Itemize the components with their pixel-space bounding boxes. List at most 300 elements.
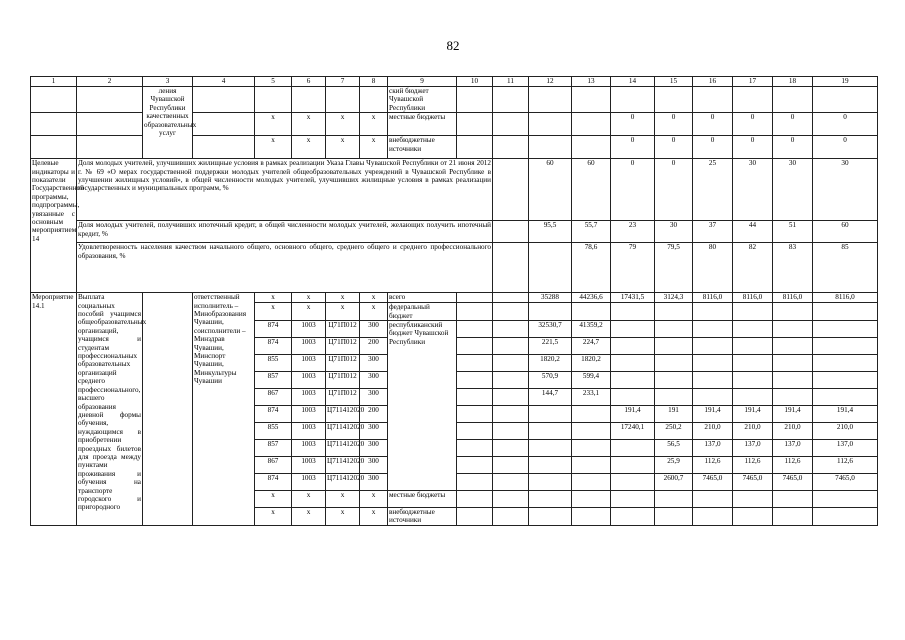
value-cell (773, 355, 813, 372)
code-cell: 300 (360, 474, 388, 491)
value-cell: 85 (813, 243, 878, 293)
value-cell (655, 303, 693, 321)
value-cell (773, 338, 813, 355)
code-cell: х (326, 491, 360, 508)
code-cell: х (360, 508, 388, 526)
value-cell: 0 (813, 136, 878, 159)
indicator-row (31, 159, 878, 221)
empty-cell (457, 423, 493, 440)
value-cell: 30 (813, 159, 878, 221)
code-cell (255, 87, 292, 113)
value-cell (655, 321, 693, 338)
code-cell: 855 (255, 423, 292, 440)
empty-cell (457, 389, 493, 406)
value-cell: 221,5 (529, 338, 572, 355)
value-cell (572, 423, 611, 440)
value-cell (611, 440, 655, 457)
value-cell (733, 338, 773, 355)
value-cell: 8116,0 (693, 293, 733, 303)
value-cell: 7465,0 (733, 474, 773, 491)
value-cell: 137,0 (693, 440, 733, 457)
value-cell: 0 (693, 113, 733, 136)
empty-cell (529, 87, 572, 113)
code-cell: х (255, 113, 292, 136)
code-cell: 1003 (292, 389, 326, 406)
value-cell (611, 372, 655, 389)
value-cell: 570,9 (529, 372, 572, 389)
empty-cell (193, 136, 255, 159)
value-cell (773, 321, 813, 338)
source-cell: местные бюджеты (388, 113, 457, 136)
value-cell (733, 491, 773, 508)
value-cell: 25,9 (655, 457, 693, 474)
code-cell: 1003 (292, 423, 326, 440)
code-cell: 300 (360, 372, 388, 389)
value-cell: 0 (655, 159, 693, 221)
column-number: 16 (693, 77, 733, 87)
value-cell (733, 87, 773, 113)
empty-cell (493, 159, 529, 221)
value-cell: 44236,6 (572, 293, 611, 303)
value-cell: 60 (529, 159, 572, 221)
code-cell: х (255, 293, 292, 303)
code-cell: 200 (360, 338, 388, 355)
column-number: 18 (773, 77, 813, 87)
empty-cell (457, 136, 493, 159)
value-cell: 37 (693, 221, 733, 243)
empty-cell (457, 406, 493, 423)
value-cell: 41359,2 (572, 321, 611, 338)
value-cell: 0 (611, 136, 655, 159)
code-cell: х (326, 293, 360, 303)
value-cell (693, 321, 733, 338)
table-row (31, 87, 878, 113)
value-cell (693, 87, 733, 113)
value-cell (693, 338, 733, 355)
value-cell (655, 87, 693, 113)
value-cell (655, 372, 693, 389)
value-cell: 1820,2 (529, 355, 572, 372)
code-cell: х (326, 303, 360, 321)
value-cell (529, 457, 572, 474)
code-cell: х (360, 491, 388, 508)
empty-cell (493, 303, 529, 321)
value-cell (655, 508, 693, 526)
value-cell (813, 389, 878, 406)
value-cell: 8116,0 (733, 293, 773, 303)
value-cell (611, 87, 655, 113)
value-cell (733, 321, 773, 338)
value-cell (529, 406, 572, 423)
code-cell: х (292, 508, 326, 526)
code-cell: Ц711412020 (326, 474, 360, 491)
code-cell: 300 (360, 389, 388, 406)
value-cell: 55,7 (572, 221, 611, 243)
code-cell: Ц711412020 (326, 457, 360, 474)
empty-cell (457, 321, 493, 338)
value-cell (733, 355, 773, 372)
code-cell: 1003 (292, 474, 326, 491)
value-cell (655, 389, 693, 406)
code-cell: 1003 (292, 338, 326, 355)
empty-cell (193, 113, 255, 136)
source-cell: местные бюджеты (388, 491, 457, 508)
empty-cell (493, 423, 529, 440)
empty-cell (457, 87, 493, 113)
empty-cell (529, 113, 572, 136)
code-cell: х (292, 491, 326, 508)
measure-row (31, 293, 878, 303)
empty-cell (493, 406, 529, 423)
empty-cell (493, 440, 529, 457)
empty-cell (493, 87, 529, 113)
value-cell (813, 321, 878, 338)
value-cell (773, 508, 813, 526)
value-cell: 25 (693, 159, 733, 221)
value-cell (572, 303, 611, 321)
value-cell: 0 (611, 159, 655, 221)
column-number: 9 (388, 77, 457, 87)
value-cell: 80 (693, 243, 733, 293)
empty-cell (31, 113, 77, 136)
code-cell: х (255, 508, 292, 526)
value-cell: 78,6 (572, 243, 611, 293)
value-cell (611, 303, 655, 321)
measure-executor: ответственный исполнитель – Минобразования Чувашии, соисполнители – Минздрав Чувашии, Минспорт Чувашии, Минкультуры Чувашии (193, 293, 255, 526)
value-cell (693, 355, 733, 372)
indicator-text: Доля молодых учителей, улучшивших жилищные условия в рамках реализации Указа Главы Чувашской Республики от 21 июня 2012 г. № 69 «О мерах государственной поддержки молодых учителей общеобразовательных учреждений в Чувашской Республике в улучшении жилищных условий», в общей численности молодых учителей, улучшивших жилищные условия в рамках реализации государственных и муниципальных программ, % (77, 159, 493, 221)
code-cell: х (292, 293, 326, 303)
code-cell: 855 (255, 355, 292, 372)
column-number: 19 (813, 77, 878, 87)
value-cell (611, 355, 655, 372)
value-cell: 0 (813, 113, 878, 136)
empty-cell (457, 293, 493, 303)
empty-cell (457, 372, 493, 389)
code-cell: х (326, 508, 360, 526)
code-cell: х (326, 136, 360, 159)
empty-cell (457, 474, 493, 491)
empty-cell (493, 321, 529, 338)
column-number: 2 (77, 77, 143, 87)
code-cell: 1003 (292, 406, 326, 423)
value-cell: 7465,0 (773, 474, 813, 491)
value-cell (693, 389, 733, 406)
empty-cell (193, 87, 255, 113)
code-cell: х (255, 303, 292, 321)
code-cell: х (326, 113, 360, 136)
value-cell: 83 (773, 243, 813, 293)
column-number: 6 (292, 77, 326, 87)
value-cell: 95,5 (529, 221, 572, 243)
code-cell: 874 (255, 406, 292, 423)
code-cell: Ц71П012 (326, 389, 360, 406)
empty-cell (493, 389, 529, 406)
value-cell: 2600,7 (655, 474, 693, 491)
code-cell: 300 (360, 423, 388, 440)
empty-cell (457, 113, 493, 136)
value-cell (773, 389, 813, 406)
column-number: 1 (31, 77, 77, 87)
code-cell: х (360, 293, 388, 303)
value-cell: 8116,0 (773, 293, 813, 303)
empty-cell (457, 491, 493, 508)
value-cell (733, 303, 773, 321)
value-cell (529, 303, 572, 321)
code-cell: Ц711412020 (326, 423, 360, 440)
code-cell: Ц711412020 (326, 440, 360, 457)
empty-cell (457, 457, 493, 474)
code-cell: 874 (255, 321, 292, 338)
value-cell: 56,5 (655, 440, 693, 457)
column-number: 17 (733, 77, 773, 87)
value-cell (773, 372, 813, 389)
indicator-row (31, 243, 878, 293)
source-cell: внебюджетные источники (388, 136, 457, 159)
column-number: 3 (143, 77, 193, 87)
value-cell (813, 303, 878, 321)
indicators-label: Целевые индикаторы и показатели Государственной программы, подпрограммы, увязанные с основным мероприятием 14 (31, 159, 77, 293)
budget-table (30, 76, 878, 526)
value-cell (655, 338, 693, 355)
value-cell (611, 508, 655, 526)
code-cell: 867 (255, 389, 292, 406)
empty-cell (493, 293, 529, 303)
empty-cell (31, 136, 77, 159)
column-number: 7 (326, 77, 360, 87)
code-cell: 1003 (292, 440, 326, 457)
value-cell (773, 303, 813, 321)
empty-cell (493, 508, 529, 526)
code-cell: 1003 (292, 321, 326, 338)
value-cell (813, 508, 878, 526)
value-cell: 0 (611, 113, 655, 136)
value-cell: 112,6 (773, 457, 813, 474)
value-cell (611, 389, 655, 406)
empty-cell (143, 293, 193, 526)
value-cell (693, 491, 733, 508)
value-cell (693, 372, 733, 389)
value-cell (572, 474, 611, 491)
source-cell: всего (388, 293, 457, 303)
column-number: 14 (611, 77, 655, 87)
code-cell: 300 (360, 321, 388, 338)
value-cell: 250,2 (655, 423, 693, 440)
value-cell: 79 (611, 243, 655, 293)
empty-cell (493, 474, 529, 491)
value-cell: 7465,0 (813, 474, 878, 491)
value-cell: 233,1 (572, 389, 611, 406)
empty-cell (457, 303, 493, 321)
value-cell: 3124,3 (655, 293, 693, 303)
code-cell: Ц71П012 (326, 321, 360, 338)
value-cell (773, 87, 813, 113)
value-cell: 112,6 (733, 457, 773, 474)
code-cell: 1003 (292, 355, 326, 372)
value-cell: 137,0 (813, 440, 878, 457)
value-cell (529, 474, 572, 491)
column-number: 5 (255, 77, 292, 87)
code-cell: 300 (360, 355, 388, 372)
value-cell (813, 355, 878, 372)
value-cell: 210,0 (773, 423, 813, 440)
code-cell: 857 (255, 440, 292, 457)
value-cell (572, 508, 611, 526)
value-cell: 30 (773, 159, 813, 221)
value-cell: 17431,5 (611, 293, 655, 303)
value-cell (693, 303, 733, 321)
code-cell: х (292, 136, 326, 159)
empty-cell (493, 113, 529, 136)
value-cell (655, 355, 693, 372)
source-cell: республиканский бюджет Чувашской Республики (388, 321, 457, 491)
value-cell (572, 440, 611, 457)
measure-label: Мероприятие 14.1 (31, 293, 77, 526)
empty-cell (572, 87, 611, 113)
code-cell: Ц71П012 (326, 372, 360, 389)
value-cell (572, 406, 611, 423)
code-cell: х (255, 136, 292, 159)
value-cell: 0 (733, 113, 773, 136)
value-cell: 191,4 (813, 406, 878, 423)
cell-col3: ления Чувашской Республики качественных образовательных услуг (143, 87, 193, 159)
value-cell: 44 (733, 221, 773, 243)
column-number: 11 (493, 77, 529, 87)
value-cell: 112,6 (693, 457, 733, 474)
empty-cell (457, 508, 493, 526)
value-cell: 210,0 (693, 423, 733, 440)
value-cell: 191,4 (773, 406, 813, 423)
value-cell: 144,7 (529, 389, 572, 406)
value-cell: 191,4 (693, 406, 733, 423)
value-cell: 112,6 (813, 457, 878, 474)
value-cell (813, 338, 878, 355)
empty-cell (457, 355, 493, 372)
code-cell (292, 87, 326, 113)
code-cell: х (360, 136, 388, 159)
value-cell: 137,0 (733, 440, 773, 457)
empty-cell (31, 87, 77, 113)
column-number: 4 (193, 77, 255, 87)
value-cell (529, 508, 572, 526)
value-cell: 599,4 (572, 372, 611, 389)
value-cell: 32530,7 (529, 321, 572, 338)
code-cell: х (255, 491, 292, 508)
value-cell: 8116,0 (813, 293, 878, 303)
indicator-text: Удовлетворенность населения качеством начального общего, основного общего, среднего общего и среднего профессионального образования, % (77, 243, 493, 293)
value-cell: 79,5 (655, 243, 693, 293)
value-cell: 191,4 (733, 406, 773, 423)
value-cell (733, 508, 773, 526)
empty-cell (529, 136, 572, 159)
value-cell: 30 (655, 221, 693, 243)
code-cell: Ц71П012 (326, 355, 360, 372)
value-cell: 23 (611, 221, 655, 243)
code-cell (326, 87, 360, 113)
code-cell: 857 (255, 372, 292, 389)
value-cell: 35288 (529, 293, 572, 303)
code-cell: х (360, 113, 388, 136)
value-cell (813, 87, 878, 113)
empty-cell (493, 221, 529, 243)
source-cell: внебюджетные источники (388, 508, 457, 526)
code-cell: Ц711412020 (326, 406, 360, 423)
value-cell: 60 (572, 159, 611, 221)
code-cell: 300 (360, 440, 388, 457)
value-cell: 0 (655, 113, 693, 136)
code-cell: х (292, 113, 326, 136)
value-cell: 82 (733, 243, 773, 293)
value-cell: 60 (813, 221, 878, 243)
empty-cell (457, 338, 493, 355)
value-cell (693, 508, 733, 526)
value-cell: 0 (773, 136, 813, 159)
empty-cell (493, 338, 529, 355)
value-cell (572, 457, 611, 474)
value-cell (611, 321, 655, 338)
empty-cell (493, 355, 529, 372)
value-cell (773, 491, 813, 508)
empty-cell (457, 440, 493, 457)
value-cell: 210,0 (733, 423, 773, 440)
code-cell: 867 (255, 457, 292, 474)
value-cell: 51 (773, 221, 813, 243)
value-cell: 137,0 (773, 440, 813, 457)
source-cell: федеральный бюджет (388, 303, 457, 321)
code-cell: 874 (255, 474, 292, 491)
value-cell: 17240,1 (611, 423, 655, 440)
indicator-row (31, 221, 878, 243)
column-number: 13 (572, 77, 611, 87)
empty-cell (493, 136, 529, 159)
empty-cell (493, 372, 529, 389)
value-cell (611, 491, 655, 508)
value-cell (611, 457, 655, 474)
value-cell (529, 440, 572, 457)
value-cell (572, 491, 611, 508)
indicator-text: Доля молодых учителей, получивших ипотечный кредит, в общей численности молодых учителей, желающих получить ипотечный кредит, % (77, 221, 493, 243)
empty-cell (572, 113, 611, 136)
value-cell: 210,0 (813, 423, 878, 440)
value-cell (733, 372, 773, 389)
value-cell: 191 (655, 406, 693, 423)
page-number: 82 (446, 38, 460, 53)
code-cell: Ц71П012 (326, 338, 360, 355)
column-number: 8 (360, 77, 388, 87)
value-cell (529, 423, 572, 440)
value-cell (813, 372, 878, 389)
value-cell: 224,7 (572, 338, 611, 355)
value-cell (611, 338, 655, 355)
code-cell: 200 (360, 406, 388, 423)
measure-name: Выплата социальных пособий учащимся общеобразовательных организаций, учащимся и студентам профессиональных образовательных организаций среднего профессионального, высшего образования дневной формы обучения, нуждающимся в приобретении проездных билетов для проезда между пунктами проживания и обучения на транспорте городского и пригородного (77, 293, 143, 526)
empty-cell (77, 113, 143, 136)
value-cell (733, 389, 773, 406)
empty-cell (493, 243, 529, 293)
value-cell: 1820,2 (572, 355, 611, 372)
empty-cell (77, 87, 143, 113)
value-cell: 30 (733, 159, 773, 221)
column-number: 15 (655, 77, 693, 87)
value-cell: 0 (733, 136, 773, 159)
value-cell (529, 243, 572, 293)
code-cell: х (360, 303, 388, 321)
value-cell (611, 474, 655, 491)
column-number: 10 (457, 77, 493, 87)
value-cell (655, 491, 693, 508)
value-cell: 0 (693, 136, 733, 159)
empty-cell (493, 491, 529, 508)
